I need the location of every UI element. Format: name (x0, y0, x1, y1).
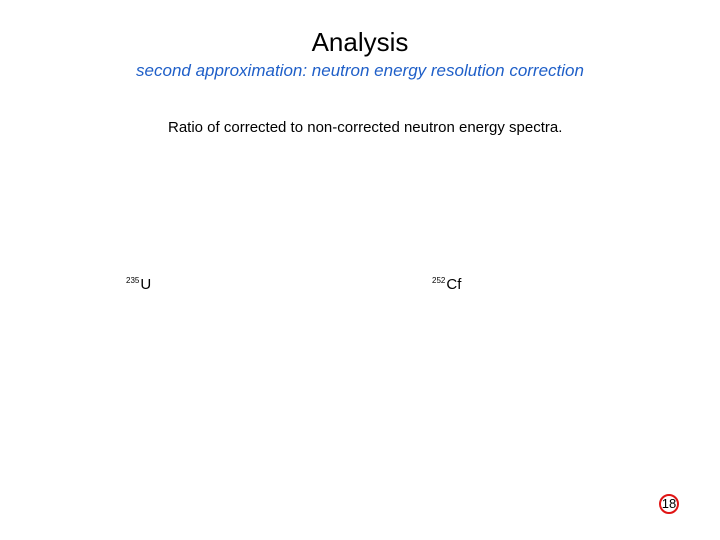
isotope-mass-number: 252 (432, 276, 446, 285)
slide-subtitle: second approximation: neutron energy resolution correction (136, 61, 584, 80)
isotope-label-u235 (126, 276, 151, 296)
isotope-label-cf252 (432, 276, 461, 296)
isotope-symbol: Cf (446, 276, 462, 293)
slide-title: Analysis (311, 27, 409, 57)
isotope-symbol: U (140, 276, 152, 293)
page-number-badge: 18 (659, 494, 679, 514)
isotope-mass-number: 235 (126, 276, 140, 285)
figure-caption: Ratio of corrected to non-corrected neutron energy spectra. (168, 119, 563, 136)
